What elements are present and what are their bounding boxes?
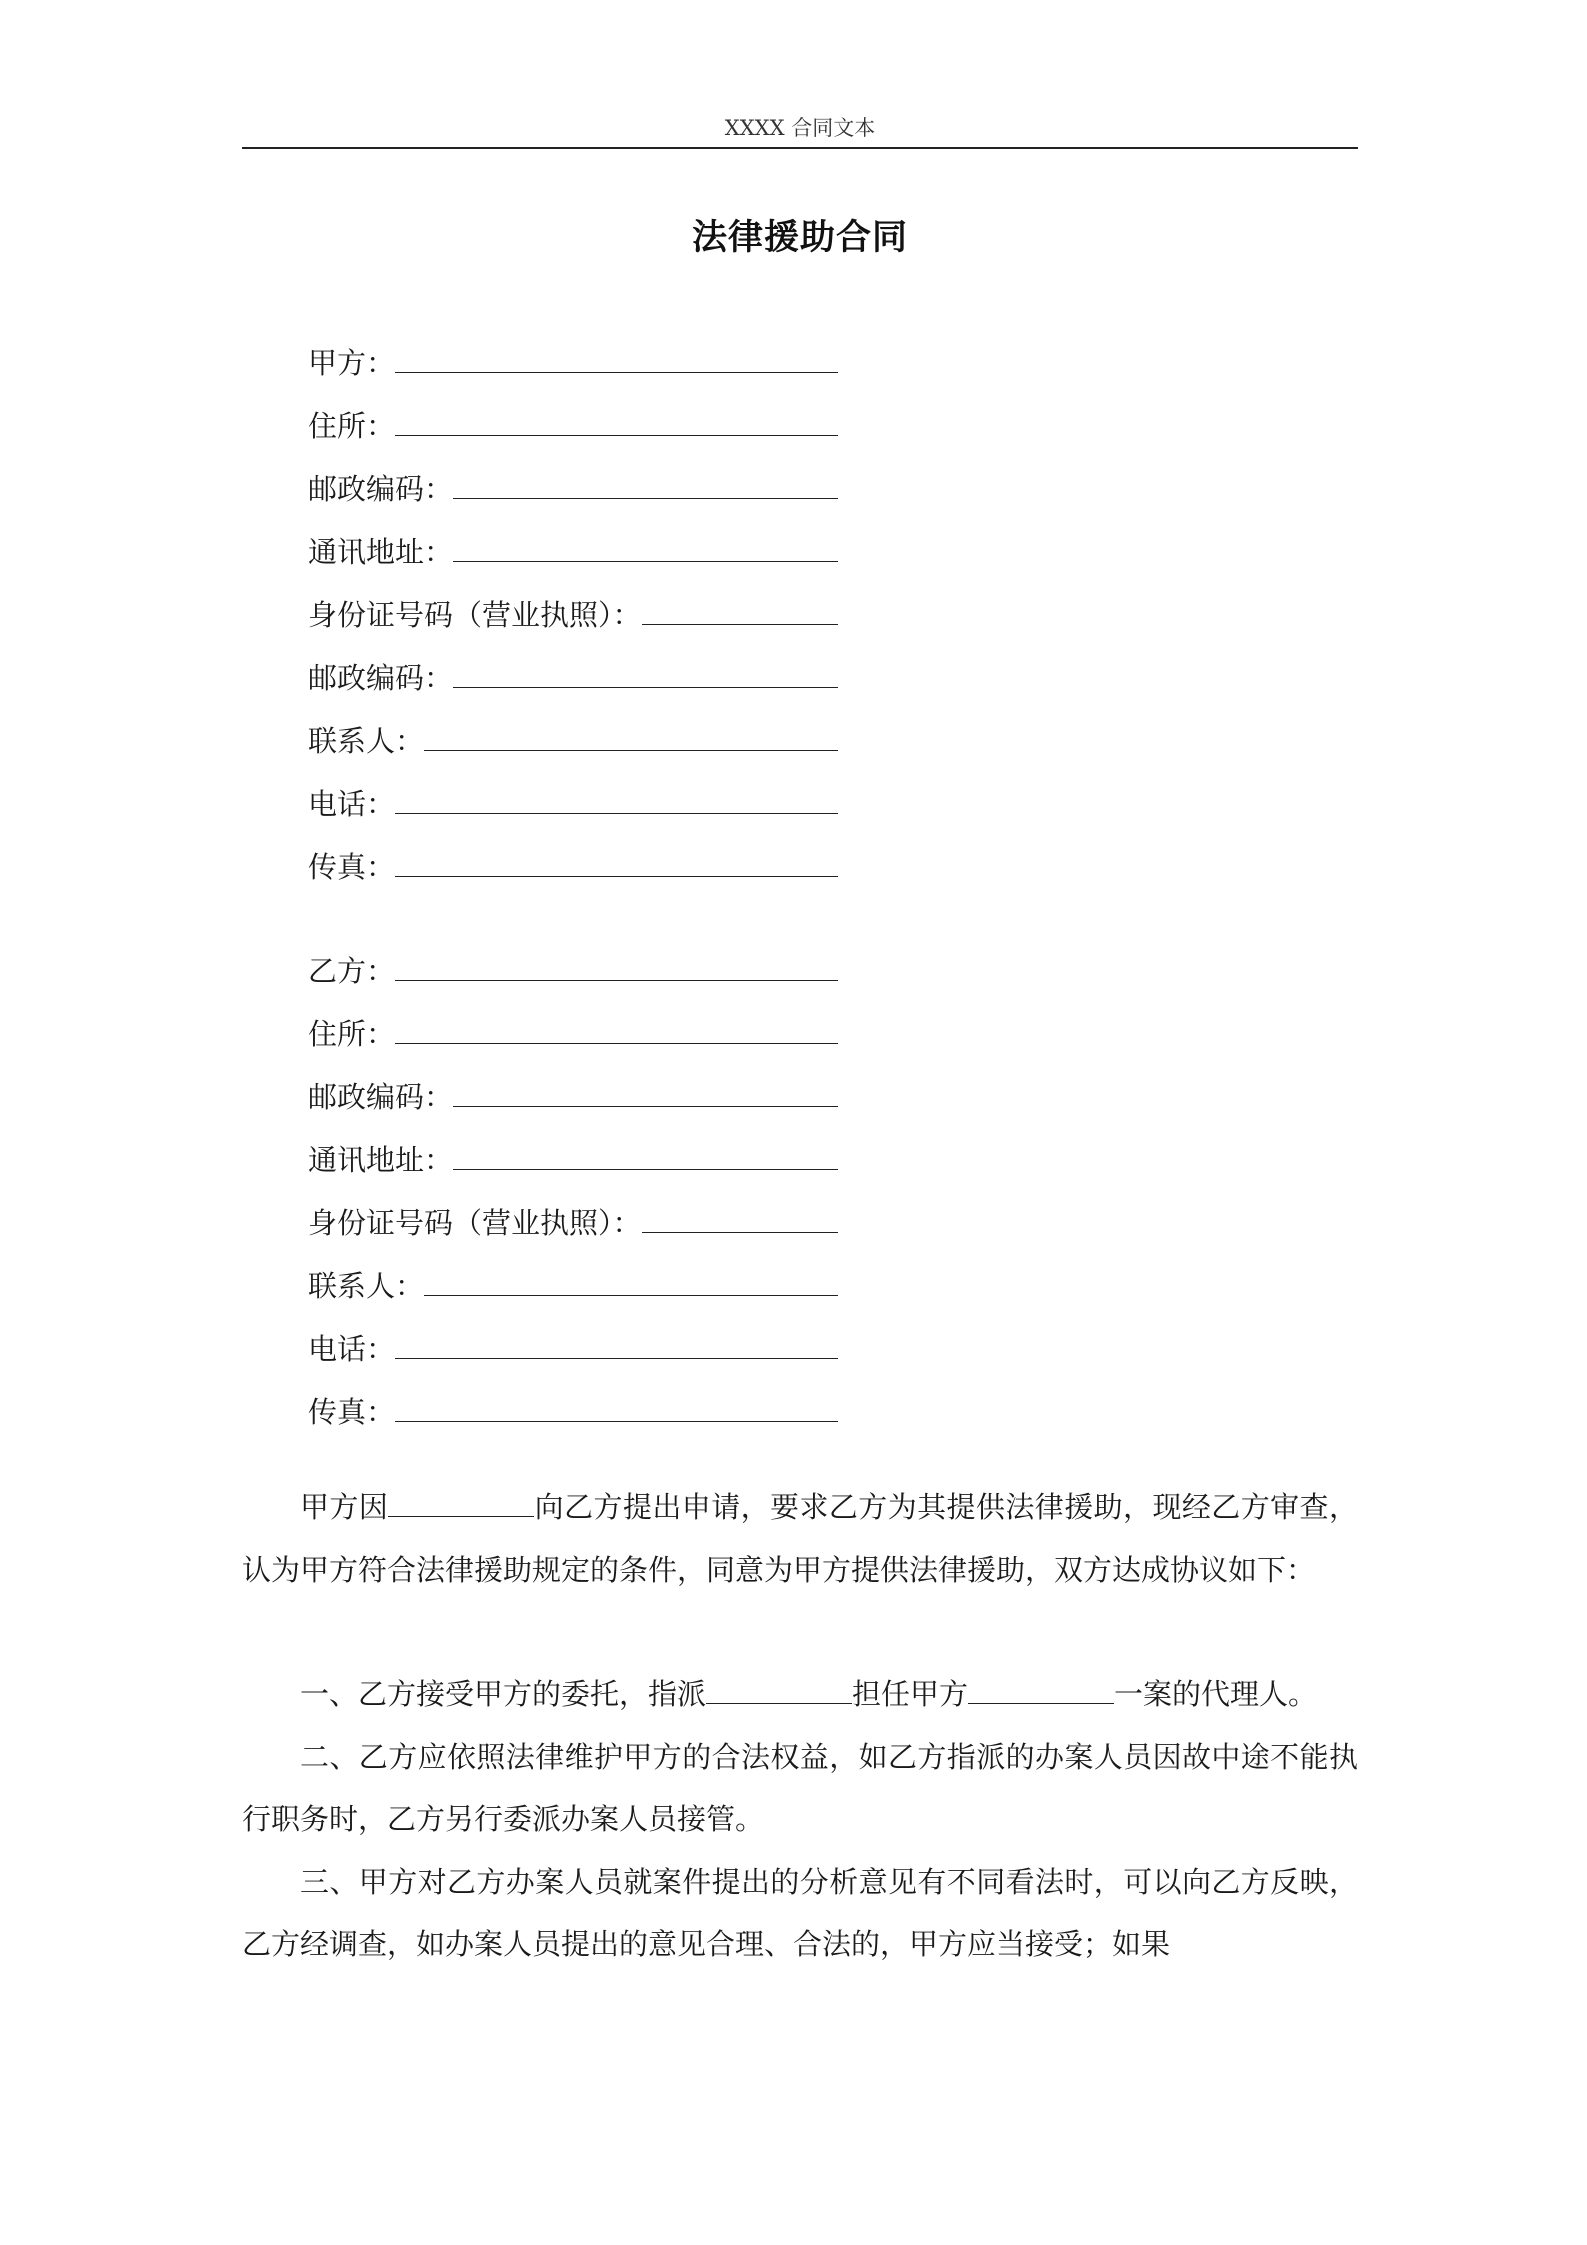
fill-in-line[interactable] — [395, 372, 838, 373]
fill-in-line[interactable] — [395, 980, 838, 981]
fill-in-blank[interactable] — [706, 1703, 852, 1704]
field-label: 身份证号码（营业执照）： — [308, 1206, 642, 1240]
fill-in-line[interactable] — [453, 1169, 838, 1170]
field-label: 联系人： — [308, 724, 425, 758]
party-a-fax-field — [308, 834, 838, 897]
party-a-postcode-field-2 — [308, 645, 838, 708]
field-label: 邮政编码： — [308, 472, 454, 506]
fill-in-line[interactable] — [395, 813, 838, 814]
fill-in-line[interactable] — [395, 1043, 838, 1044]
fill-in-line[interactable] — [642, 624, 838, 625]
field-label: 通讯地址： — [308, 1143, 454, 1177]
clause-2-paragraph: 二、乙方应依照法律维护甲方的合法权益，如乙方指派的办案人员因故中途不能执行职务时，乙方另行委派办案人员接管。 — [242, 1739, 1358, 1836]
fill-in-blank[interactable] — [388, 1516, 534, 1517]
clause-1-text-a: 一、乙方接受甲方的委托，指派 — [300, 1677, 707, 1711]
party-b-address-field — [308, 1127, 838, 1190]
field-label: 甲方： — [308, 346, 396, 380]
fill-in-line[interactable] — [453, 561, 838, 562]
document-title: 法律援助合同 — [691, 217, 908, 258]
party-b-postcode-field — [308, 1064, 838, 1127]
party-a-phone-field — [308, 771, 838, 834]
party-b-section — [308, 938, 838, 1442]
field-label: 乙方： — [308, 954, 396, 988]
fill-in-line[interactable] — [424, 1295, 838, 1296]
field-label: 住所： — [308, 409, 396, 443]
party-a-residence-field — [308, 393, 838, 456]
field-label: 传真： — [308, 1395, 396, 1429]
clause-1-paragraph — [242, 1663, 1358, 1726]
clause-3-paragraph: 三、甲方对乙方办案人员就案件提出的分析意见有不同看法时，可以向乙方反映，乙方经调查，如办案人员提出的意见合理、合法的，甲方应当接受；如果 — [242, 1864, 1358, 1961]
contract-body — [242, 1476, 1358, 1976]
fill-in-line[interactable] — [453, 498, 838, 499]
field-label: 电话： — [308, 787, 396, 821]
party-a-postcode-field — [308, 456, 838, 519]
field-label: 传真： — [308, 850, 396, 884]
field-label: 邮政编码： — [308, 1080, 454, 1114]
intro-text-end: 向乙方提出申请，要求乙方为其提供法律援助，现经乙方审查，认为甲方符合法律援助规定的条件，同意为甲方提供法律援助，双方达成协议如下： — [242, 1490, 1358, 1587]
intro-paragraph — [242, 1476, 1358, 1601]
clause-1-text-b: 担任甲方 — [852, 1677, 969, 1711]
fill-in-line[interactable] — [424, 750, 838, 751]
clause-1-text-c: 一案的代理人。 — [1114, 1677, 1318, 1711]
party-b-residence-field — [308, 1001, 838, 1064]
party-b-contact-field — [308, 1253, 838, 1316]
party-b-id-number-field — [308, 1190, 838, 1253]
fill-in-line[interactable] — [453, 687, 838, 688]
party-a-address-field — [308, 519, 838, 582]
fill-in-line[interactable] — [395, 435, 838, 436]
header-divider — [242, 147, 1358, 149]
party-b-name-field — [308, 938, 838, 1001]
party-b-fax-field — [308, 1379, 838, 1442]
party-a-contact-field — [308, 708, 838, 771]
field-label: 电话： — [308, 1332, 396, 1366]
fill-in-line[interactable] — [642, 1232, 838, 1233]
fill-in-blank[interactable] — [968, 1703, 1114, 1704]
party-a-section — [308, 330, 838, 897]
field-label: 联系人： — [308, 1269, 425, 1303]
intro-text-start: 甲方因 — [300, 1490, 389, 1524]
fill-in-line[interactable] — [395, 1421, 838, 1422]
field-label: 住所： — [308, 1017, 396, 1051]
party-a-name-field — [308, 330, 838, 393]
fill-in-line[interactable] — [395, 1358, 838, 1359]
field-label: 通讯地址： — [308, 535, 454, 569]
party-a-id-number-field — [308, 582, 838, 645]
page-header: XXXX 合同文本 — [724, 116, 876, 140]
fill-in-line[interactable] — [453, 1106, 838, 1107]
field-label: 身份证号码（营业执照）： — [308, 598, 642, 632]
field-label: 邮政编码： — [308, 661, 454, 695]
fill-in-line[interactable] — [395, 876, 838, 877]
party-b-phone-field — [308, 1316, 838, 1379]
